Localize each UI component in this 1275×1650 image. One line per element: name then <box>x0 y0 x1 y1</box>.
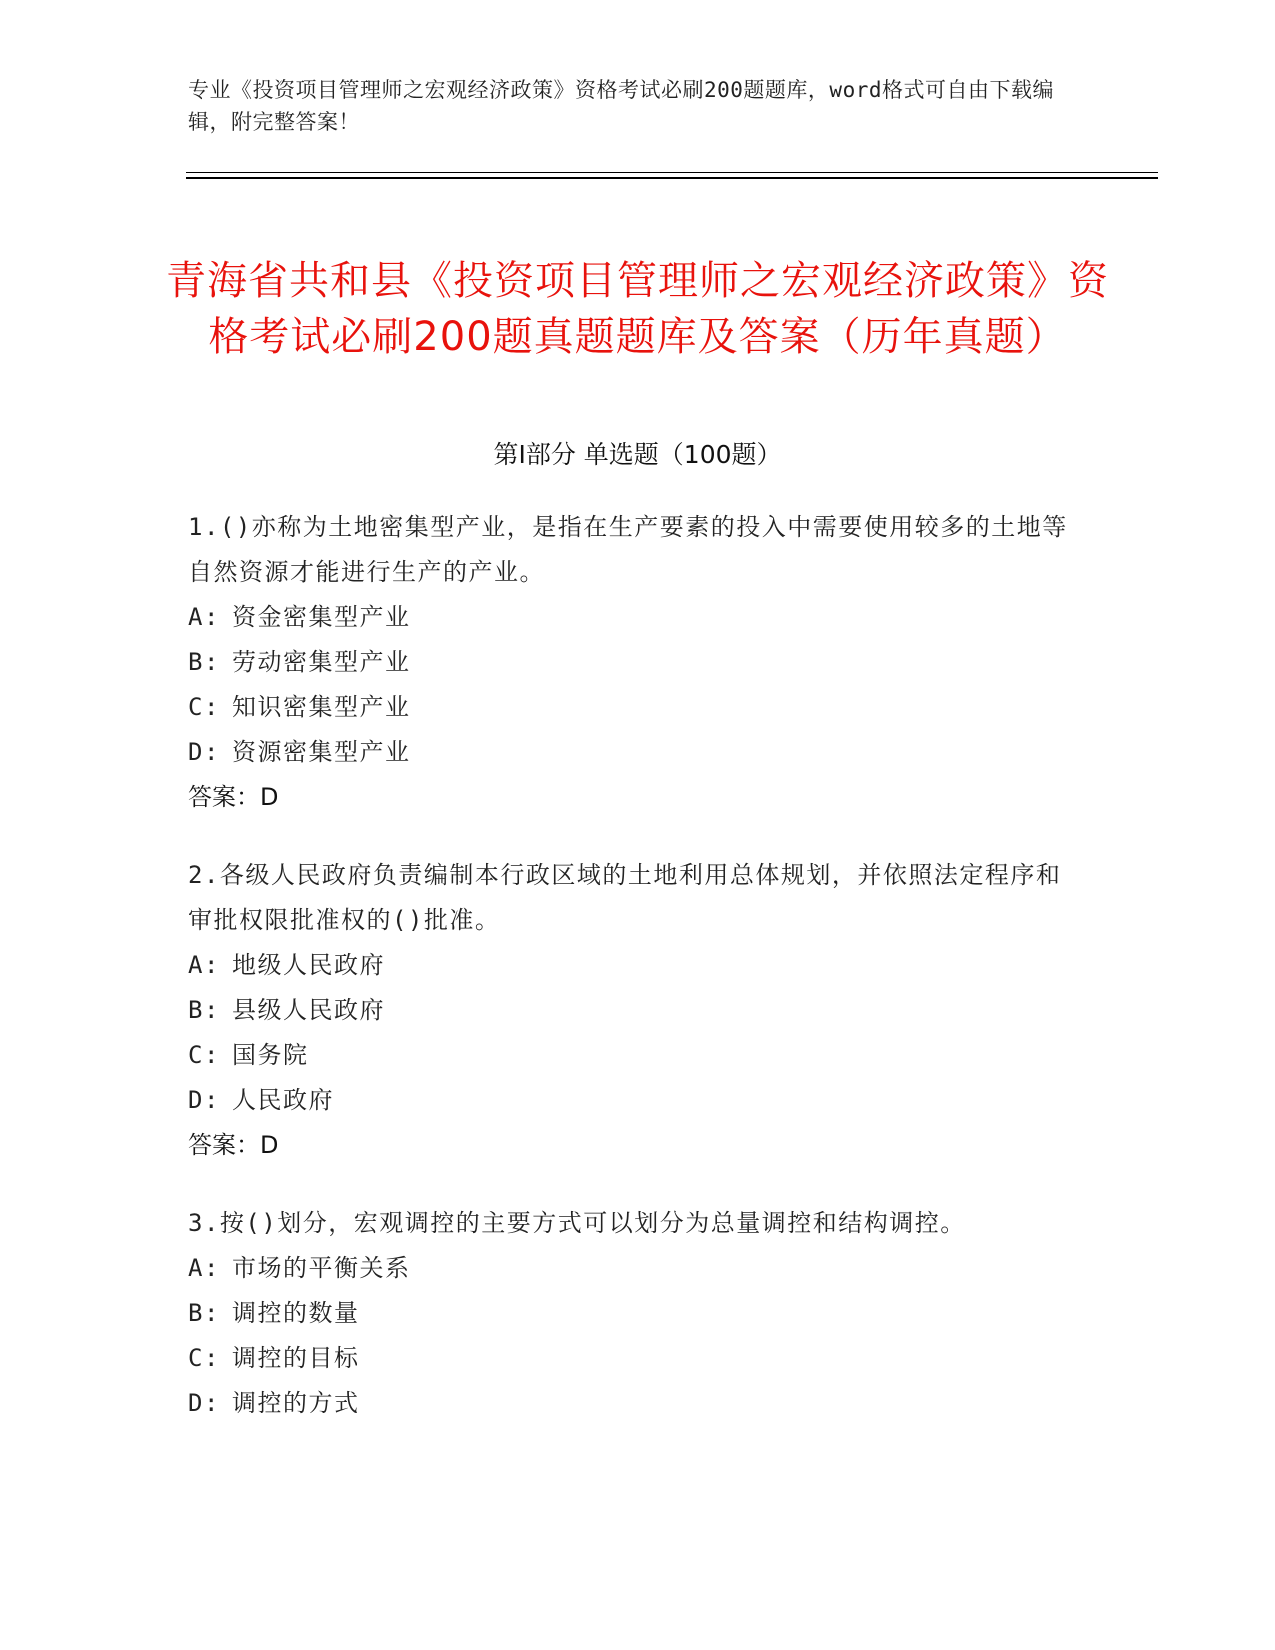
answer-line: 答案：D <box>188 783 279 811</box>
option-text: 资金密集型产业 <box>232 603 411 631</box>
answer-line: 答案：D <box>188 1131 279 1159</box>
header-note: 专业《投资项目管理师之宏观经济政策》资格考试必刷200题题库，word格式可自由下载编辑，附完整答案！ <box>188 78 1054 134</box>
option-a <box>188 595 1068 640</box>
option-text: 市场的平衡关系 <box>232 1254 411 1282</box>
option-a <box>188 943 1068 988</box>
option-letter: C: <box>188 693 220 721</box>
option-text: 人民政府 <box>232 1086 334 1114</box>
option-text: 县级人民政府 <box>232 996 385 1024</box>
section-heading: 第Ⅰ部分 单选题（100题） <box>493 440 782 469</box>
option-text: 劳动密集型产业 <box>232 648 411 676</box>
question-3 <box>188 1201 1068 1426</box>
option-c <box>188 1336 1068 1381</box>
question-1 <box>188 505 1068 820</box>
option-text: 资源密集型产业 <box>232 738 411 766</box>
option-text: 调控的数量 <box>232 1299 360 1327</box>
option-letter: D: <box>188 738 220 766</box>
question-stem: 3.按()划分，宏观调控的主要方式可以划分为总量调控和结构调控。 <box>188 1209 966 1237</box>
option-a <box>188 1246 1068 1291</box>
option-text: 国务院 <box>232 1041 309 1069</box>
option-letter: A: <box>188 951 220 979</box>
question-stem: 1.()亦称为土地密集型产业，是指在生产要素的投入中需要使用较多的土地等自然资源才能进行生产的产业。 <box>188 513 1068 586</box>
option-text: 地级人民政府 <box>232 951 385 979</box>
option-d <box>188 1078 1068 1123</box>
option-letter: D: <box>188 1086 220 1114</box>
option-letter: B: <box>188 648 220 676</box>
option-c <box>188 1033 1068 1078</box>
document-title: 青海省共和县《投资项目管理师之宏观经济政策》资格考试必刷200题真题题库及答案（历年真题） <box>166 257 1109 360</box>
option-b <box>188 640 1068 685</box>
option-text: 调控的目标 <box>232 1344 360 1372</box>
option-d <box>188 730 1068 775</box>
option-letter: B: <box>188 996 220 1024</box>
option-b <box>188 1291 1068 1336</box>
header-rule-thin <box>186 172 1158 173</box>
option-letter: C: <box>188 1041 220 1069</box>
option-letter: D: <box>188 1389 220 1417</box>
option-letter: A: <box>188 603 220 631</box>
option-b <box>188 988 1068 1033</box>
option-d <box>188 1381 1068 1426</box>
option-letter: B: <box>188 1299 220 1327</box>
option-text: 调控的方式 <box>232 1389 360 1417</box>
option-letter: C: <box>188 1344 220 1372</box>
option-text: 知识密集型产业 <box>232 693 411 721</box>
question-stem: 2.各级人民政府负责编制本行政区域的土地利用总体规划，并依照法定程序和审批权限批准权的()批准。 <box>188 861 1062 934</box>
option-c <box>188 685 1068 730</box>
header-rule-thick <box>186 177 1158 179</box>
option-letter: A: <box>188 1254 220 1282</box>
question-2 <box>188 853 1068 1168</box>
